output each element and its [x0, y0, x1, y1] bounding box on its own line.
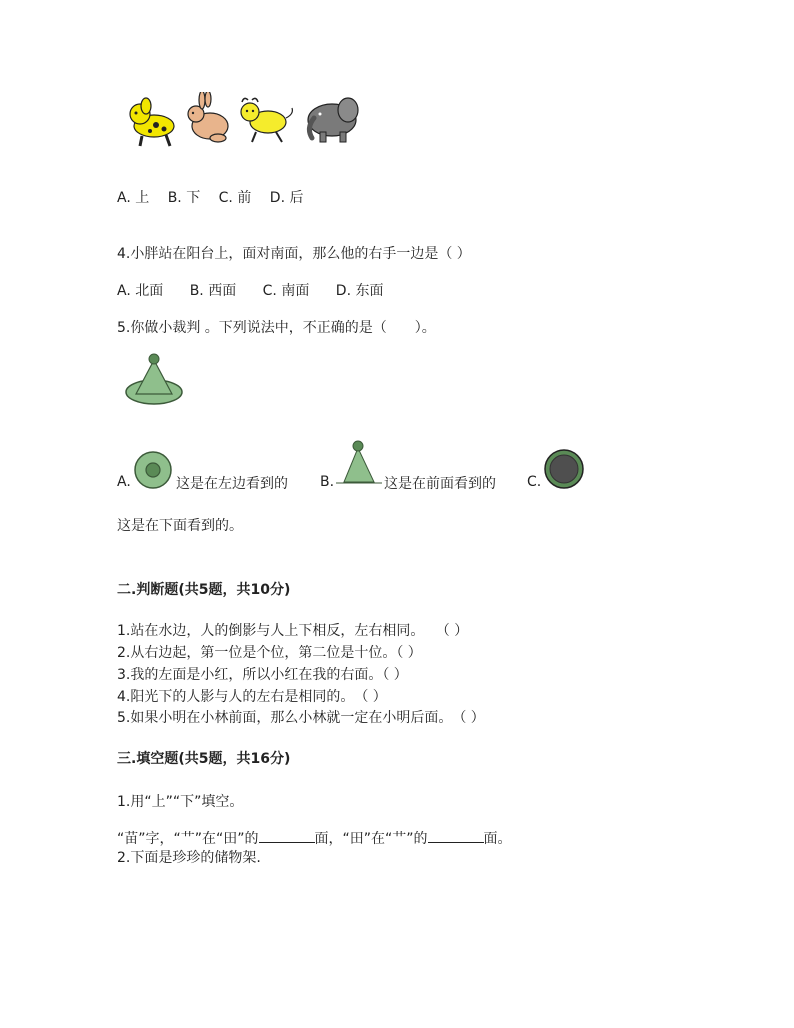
q4-question: 4.小胖站在阳台上，面对南面，那么他的右手一边是（ ）	[117, 246, 471, 262]
section2-title: 二.判断题(共5题，共10分)	[117, 582, 291, 598]
rabbit-icon	[188, 92, 228, 142]
q5-option-b-label[interactable]: B.	[320, 474, 335, 490]
q5-question: 5.你做小裁判 。下列说法中，不正确的是（ ）。	[117, 320, 436, 336]
q5-option-c-text: 这是在下面看到的。	[117, 518, 243, 534]
fill-text-part2: 面，“田”在“艹”的	[314, 831, 428, 847]
hat-front-view-icon	[336, 438, 384, 488]
section3-q1: 1.用“上”“下”填空。	[117, 794, 244, 810]
q5-option-a-text: 这是在左边看到的	[176, 476, 288, 492]
fill-text-part3: 面。	[483, 831, 512, 847]
hat-figure	[124, 350, 186, 408]
section2-item-1: 1.站在水边，人的倒影与人上下相反，左右相同。 （ ）	[117, 623, 469, 639]
q4-option-a[interactable]: A. 北面	[117, 283, 164, 299]
fill-text-part1: “苗”字，“艹”在“田”的	[117, 831, 259, 847]
section3-q2: 2.下面是珍珍的储物架.	[117, 850, 261, 866]
fill-blank-2[interactable]	[428, 841, 484, 843]
q4-options	[117, 280, 405, 300]
q4-option-b[interactable]: B. 西面	[189, 283, 237, 299]
q3-options	[117, 187, 317, 207]
section3-q1-sentence	[117, 828, 512, 848]
q5-option-b-text: 这是在前面看到的	[384, 476, 496, 492]
q5-option-c-label[interactable]: C.	[527, 474, 542, 490]
hat-bottom-view-icon	[543, 448, 585, 490]
elephant-icon	[308, 98, 358, 142]
q4-option-d[interactable]: D. 东面	[335, 283, 384, 299]
section2-item-3: 3.我的左面是小红，所以小红在我的右面。（ ）	[117, 667, 408, 683]
fill-blank-1[interactable]	[259, 841, 315, 843]
q5-option-a-label[interactable]: A.	[117, 474, 131, 490]
q3-option-c[interactable]: C. 前	[218, 190, 252, 206]
q3-option-b[interactable]: B. 下	[167, 190, 201, 206]
q4-option-c[interactable]: C. 南面	[262, 283, 310, 299]
hat-top-view-icon	[133, 450, 173, 490]
animals-illustration	[126, 92, 366, 152]
section3-title: 三.填空题(共5题，共16分)	[117, 751, 291, 767]
section2-item-5: 5.如果小明在小林前面，那么小林就一定在小明后面。 （ ）	[117, 710, 485, 726]
section2-item-4: 4.阳光下的人影与人的左右是相同的。 （ ）	[117, 689, 387, 705]
q3-option-d[interactable]: D. 后	[269, 190, 304, 206]
q3-option-a[interactable]: A. 上	[117, 190, 150, 206]
dog-icon	[130, 98, 174, 146]
section2-item-2: 2.从右边起，第一位是个位，第二位是十位。（ ）	[117, 645, 422, 661]
ox-icon	[241, 98, 292, 142]
